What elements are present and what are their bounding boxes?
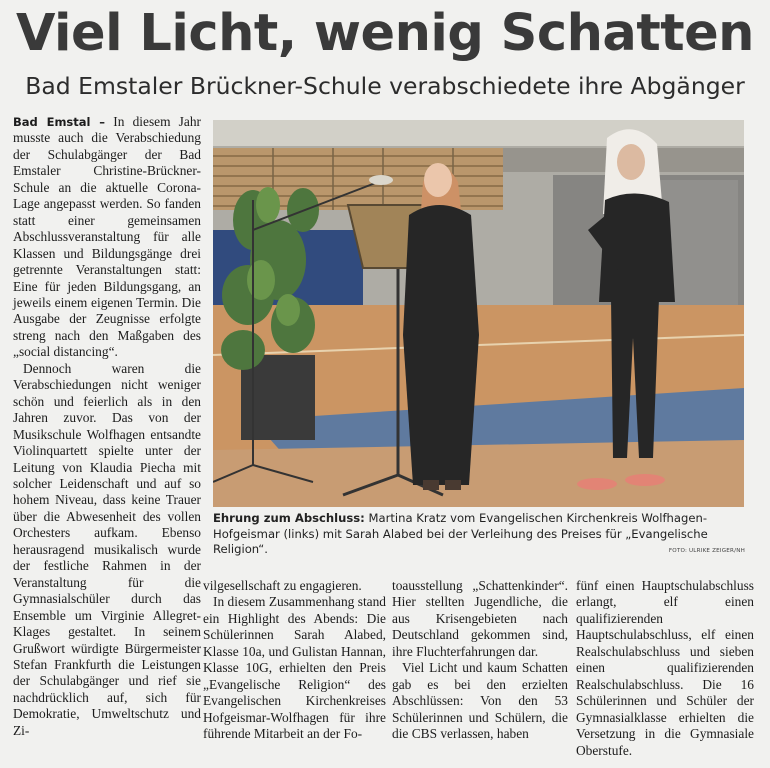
article-paragraph: fünf einen Hauptschulabschluss erlangt, elf einen qualifizierenden Hauptschulabschluss, elf einen Realschulabschluss und sieben einen qualifizierenden Realschulabschluss. Die 16 Schülerinnen und Schüler der Gymnasialklasse erhielten die Versetzung in die Gymnasiale Oberstufe.	[576, 578, 754, 758]
subheadline: Bad Emstaler Brückner-Schule verabschiedete ihre Abgänger	[25, 72, 745, 100]
photo-credit: FOTO: ULRIKE ZEIGER/NH	[668, 548, 745, 554]
headline: Viel Licht, wenig Schatten	[15, 4, 754, 63]
article-paragraph: vilgesellschaft zu engagieren.	[203, 578, 362, 593]
photo-illustration	[213, 120, 744, 507]
article-paragraph: Viel Licht und kaum Schatten gab es bei den erzielten Abschlüssen: Von den 53 Schülerinnen und Schülern, die die CBS verlassen, haben	[392, 660, 568, 742]
article-paragraph	[13, 114, 201, 361]
caption-text: Martina Kratz vom Evangelischen Kirchenkreis Wolfhagen-Hofgeismar (links) mit Sarah Alabed bei der Verleihung des Preises für „Evangelische Religion“.	[213, 511, 708, 556]
dateline: Bad Emstal –	[13, 115, 106, 129]
article-column-2	[203, 578, 386, 743]
article-column-4	[576, 578, 754, 759]
event-photo	[213, 120, 744, 507]
article-paragraph: Dennoch waren die Verabschiedungen nicht weniger schön und feierlich als in den Jahren zuvor. Das von der Musikschule Wolfhagen entsandte Violinquartett spielte unter der Leitung von Klaudia Piecha mit solcher Leidenschaft und auf so hohem Niveau, dass keine Trauer über die Abwesenheit des vollen Orchesters aufkam. Ebenso herausragend musikalisch wurde der festliche Rahmen in der Veranstaltung für die Gymnasialschüler durch das Ensemble um Virginie Allegret-Klages gestaltet. In seinem Grußwort würdigte Bürgermeister Stefan Frankfurth die Leistungen der Schulabgänger und rief sie nachdrücklich auf, sich für Demokratie, Umweltschutz und Zi-	[13, 360, 201, 738]
article-column-3	[392, 578, 568, 743]
paragraph-text: In diesem Jahr musste auch die Verabschiedung der Schulabgänger der Bad Emstaler Christine-Brückner-Schule an die aktuelle Corona-Lage angepasst werden. So fanden statt einer gemeinsamen Abschlussveranstaltung für alle Klassen und Bildungsgänge drei getrennte Veranstaltungen statt: Eine für jeden Bildungsgang, an jeweils einem eigenen Termin. Die Ausgabe der Zeugnisse erfolgte streng nach den Maßgaben des „social distancing“.	[13, 114, 201, 360]
article-column-1	[13, 114, 201, 739]
article-paragraph: In diesem Zusammenhang stand ein Highlight des Abends: Die Schülerinnen Sarah Alabed, Klasse 10a, und Gulistan Hannan, Klasse 10G, erhielten den Preis „Evangelische Religion“ des Evangelischen Kirchenkreises Hofgeismar-Wolfhagen für ihre führende Mitarbeit an der Fo-	[203, 594, 386, 742]
caption-lead: Ehrung zum Abschluss:	[213, 511, 365, 525]
article-paragraph: toausstellung „Schattenkinder“. Hier stellten Jugendliche, die aus Krisengebieten nach Deutschland gekommen sind, ihre Fluchterfahrungen dar.	[392, 578, 568, 659]
